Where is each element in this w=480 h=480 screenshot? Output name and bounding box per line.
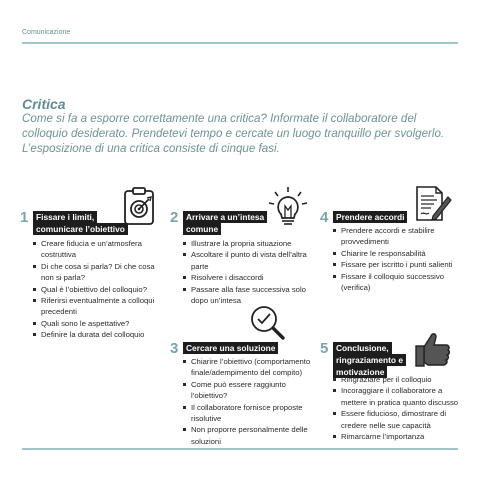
top-divider	[22, 42, 458, 44]
list-item: Incoraggiare il collaboratore a mettere in pratica quanto discusso	[333, 385, 465, 408]
list-item: Rimarcarne l’importanza	[333, 431, 465, 442]
document-pen-icon	[412, 183, 452, 223]
step-title	[183, 211, 267, 235]
step-bullets	[333, 374, 465, 442]
list-item: Prendere accordi e stabilire provvedimenti	[333, 225, 465, 248]
step-number: 4	[320, 209, 329, 226]
list-item: Riferirsi eventualmente a colloqui precedenti	[33, 295, 161, 318]
list-item: Chiarire le responsabilità	[333, 248, 465, 259]
step-title	[333, 342, 406, 378]
list-item: Definire la durata del colloquio	[33, 329, 161, 340]
intro-paragraph: Come si fa a esporre correttamente una critica? Informate il collaboratore del colloquio desiderato. Prendetevi tempo e cercate un luogo tranquillo per svolgerlo. L’esposizione di una critica consiste di cinque fasi.	[22, 112, 445, 155]
list-item: Fissare il colloquio successivo (verifica)	[333, 271, 465, 294]
step-number: 1	[20, 209, 29, 226]
clipboard-target-icon	[122, 186, 158, 226]
thumbs-up-icon	[412, 328, 454, 370]
list-item: Creare fiducia e un’atmosfera costruttiva	[33, 238, 161, 261]
list-item: Fissare per iscritto i punti salienti	[333, 259, 465, 270]
list-item: Essere fiducioso, dimostrare di credere nelle sue capacità	[333, 408, 465, 431]
step-title-line: comunicare l’obiettivo	[33, 223, 128, 235]
list-item: Ascoltare il punto di vista dell’altra parte	[183, 249, 315, 272]
list-item: Quali sono le aspettative?	[33, 318, 161, 329]
step-title-line: motivazione	[333, 366, 387, 378]
page-title: Critica	[22, 96, 66, 112]
step-title-line: Arrivare a un’intesa	[183, 211, 267, 223]
step-title-line: comune	[183, 223, 221, 235]
step-number: 2	[170, 209, 179, 226]
section-label: Comunicazione	[22, 29, 71, 36]
step-bullets	[33, 238, 161, 341]
step-bullets	[333, 225, 465, 293]
step-title	[333, 211, 407, 223]
step-number: 3	[170, 340, 179, 357]
list-item: Non proporre personalmente delle soluzioni	[183, 424, 315, 447]
magnifier-check-icon	[246, 302, 288, 342]
step-title-line: Cercare una soluzione	[183, 342, 278, 354]
list-item: Illustrare la propria situazione	[183, 238, 315, 249]
step-title-line: Prendere accordi	[333, 211, 407, 223]
bottom-divider	[22, 448, 458, 450]
list-item: Ringraziare per il colloquio	[333, 374, 465, 385]
step-number: 5	[320, 340, 329, 357]
list-item: Chiarire l’obiettivo (comportamento finale/adempimento del compito)	[183, 356, 315, 379]
step-title	[33, 211, 128, 235]
step-title-line: ringraziamento e	[333, 354, 406, 366]
list-item: Qual è l’obiettivo del colloquio?	[33, 284, 161, 295]
list-item: Come può essere raggiunto l’obiettivo?	[183, 379, 315, 402]
step-bullets	[183, 356, 315, 447]
step-title	[183, 342, 278, 354]
step-title-line: Conclusione,	[333, 342, 392, 354]
lightbulb-icon	[266, 186, 310, 228]
list-item: Il collaboratore fornisce proposte risolutive	[183, 402, 315, 425]
list-item: Risolvere i disaccordi	[183, 272, 315, 283]
list-item: Di che cosa si parla? Di che cosa non si parla?	[33, 261, 161, 284]
step-bullets	[183, 238, 315, 306]
step-title-line: Fissare i limiti,	[33, 211, 97, 223]
list-item: Passare alla fase successiva solo dopo un’intesa	[183, 284, 315, 307]
